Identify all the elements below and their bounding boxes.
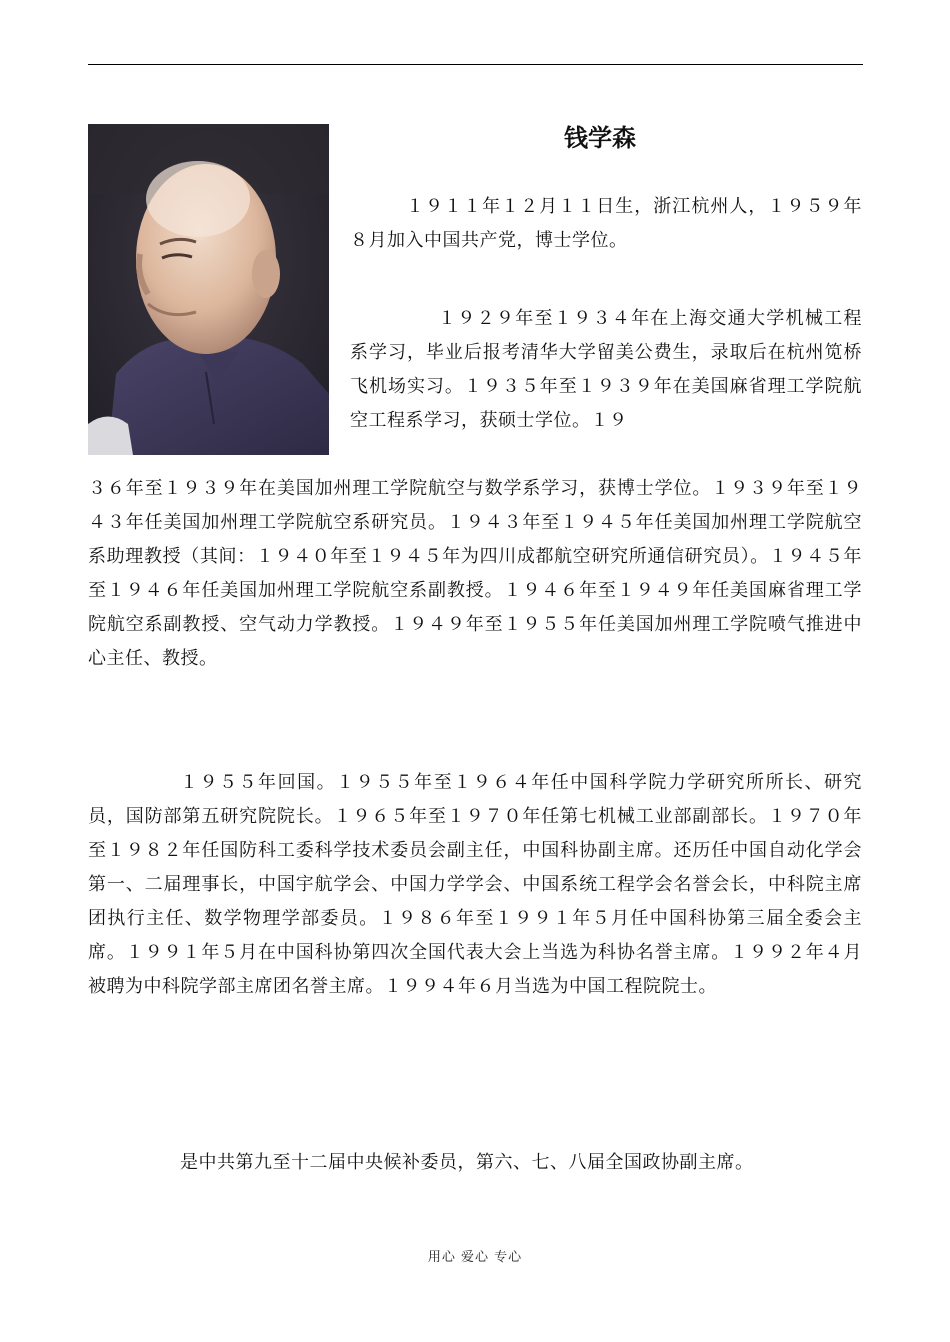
portrait-photo	[88, 124, 329, 455]
career-paragraph-top: １９２９年至１９３４年在上海交通大学机械工程系学习，毕业后报考清华大学留美公费生，录取后在杭州笕桥飞机场实习。１９３５年至１９３９年在美国麻省理工学院航空工程系学习，获硕士学位。１９	[350, 308, 862, 431]
header-rule	[88, 64, 863, 65]
birth-paragraph: １９１１年１２月１１日生，浙江杭州人，１９５９年８月加入中国共产党，博士学位。	[350, 196, 862, 251]
portrait-photo-icon	[88, 124, 329, 455]
party-paragraph: 是中共第九至十二届中央候补委员，第六、七、八届全国政协副主席。	[180, 1152, 754, 1173]
career-paragraph-bottom: ３６年至１９３９年在美国加州理工学院航空与数学系学习，获博士学位。１９３９年至１９４３年任美国加州理工学院航空系研究员。１９４３年至１９４５年任美国加州理工学院航空系助理教授（其间：１９４０年至１９４５年为四川成都航空研究所通信研究员）。１９４５年至１９４６年任美国加州理工学院航空系副教授。１９４６年至１９４９年任美国麻省理工学院航空系副教授、空气动力学教授。１９４９年至１９５５年任美国加州理工学院喷气推进中心主任、教授。	[88, 478, 862, 669]
page-title: 钱学森	[564, 124, 636, 152]
return-paragraph: １９５５年回国。１９５５年至１９６４年任中国科学院力学研究所所长、研究员，国防部第五研究院院长。１９６５年至１９７０年任第七机械工业部副部长。１９７０年至１９８２年任国防科工委科学技术委员会副主任，中国科协副主席。还历任中国自动化学会第一、二届理事长，中国宇航学会、中国力学学会、中国系统工程学会名誉会长，中科院主席团执行主任、数学物理学部委员。１９８６年至１９９１年５月任中国科协第三届全委会主席。１９９１年５月在中国科协第四次全国代表大会上当选为科协名誉主席。１９９２年４月被聘为中科院学部主席团名誉主席。１９９４年６月当选为中国工程院院士。	[88, 772, 862, 997]
page-footer: 用心 爱心 专心	[427, 1250, 523, 1265]
